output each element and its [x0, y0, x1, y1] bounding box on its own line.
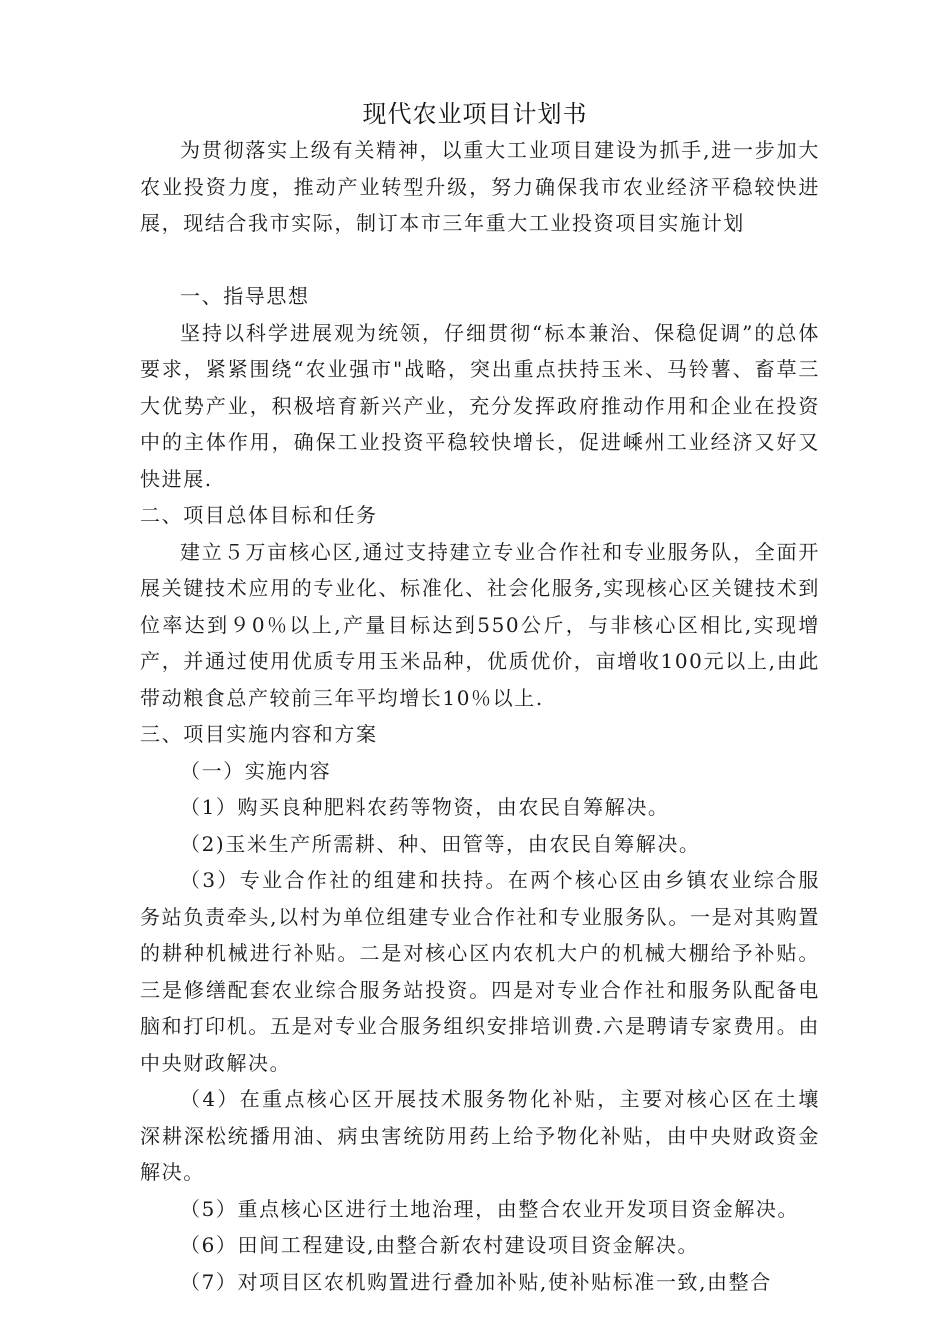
- section-2-paragraph: 建立５万亩核心区,通过支持建立专业合作社和专业服务队，全面开展关键技术应用的专业化、标准化、社会化服务,实现核心区关键技术到位率达到９0％以上,产量目标达到550公斤，与非核心区相比,实现增产，并通过使用优质专用玉米品种，优质优价，亩增收100元以上,由此带动粮食总产较前三年平均增长10％以上.: [140, 539, 820, 710]
- list-item: （1）购买良种肥料农药等物资，由农民自筹解决。: [180, 795, 670, 819]
- section-2-heading: 二、项目总体目标和任务: [140, 503, 378, 527]
- list-item: （5）重点核心区进行土地治理，由整合农业开发项目资金解决。: [180, 1196, 800, 1221]
- subsection-1-heading: （一）实施内容: [180, 758, 332, 783]
- list-item: （3）专业合作社的组建和扶持。在两个核心区由乡镇农业综合服务站负责牵头,以村为单位组建专业合作社和专业服务队。一是对其购置的耕种机械进行补贴。二是对核心区内农机大户的机械大棚给予补贴。三是修缮配套农业综合服务站投资。四是对专业合作社和服务队配备电脑和打印机。五是对专业合服务组织安排培训费.六是聘请专家费用。由中央财政解决。: [140, 868, 820, 1075]
- section-1-heading: 一、指导思想: [180, 284, 310, 308]
- document-title: 现代农业项目计划书: [362, 100, 588, 128]
- list-item: （2)玉米生产所需耕、种、田管等，由农民自筹解决。: [180, 831, 701, 856]
- list-item: （4）在重点核心区开展技术服务物化补贴，主要对核心区在土壤深耕深松统播用油、病虫害统防用药上给予物化补贴，由中央财政资金解决。: [140, 1087, 820, 1184]
- document-body: [140, 132, 820, 1300]
- list-item: （7）对项目区农机购置进行叠加补贴,使补贴标准一致,由整合: [180, 1269, 772, 1294]
- section-3-heading: 三、项目实施内容和方案: [140, 722, 378, 746]
- blank-line: [140, 242, 820, 279]
- section-1-paragraph: 坚持以科学进展观为统领，仔细贯彻“标本兼治、保稳促调”的总体要求，紧紧围绕“农业强市"战略，突出重点扶持玉米、马铃薯、畜草三大优势产业，积极培育新兴产业，充分发挥政府推动作用和企业在投资中的主体作用，确保工业投资平稳较快增长，促进嵊州工业经济又好又快进展.: [140, 320, 820, 491]
- intro-paragraph: 为贯彻落实上级有关精神，以重大工业项目建设为抓手,进一步加大农业投资力度，推动产业转型升级，努力确保我市农业经济平稳较快进展，现结合我市实际，制订本市三年重大工业投资项目实施计划: [140, 138, 820, 235]
- list-item: （6）田间工程建设,由整合新农村建设项目资金解决。: [180, 1233, 700, 1257]
